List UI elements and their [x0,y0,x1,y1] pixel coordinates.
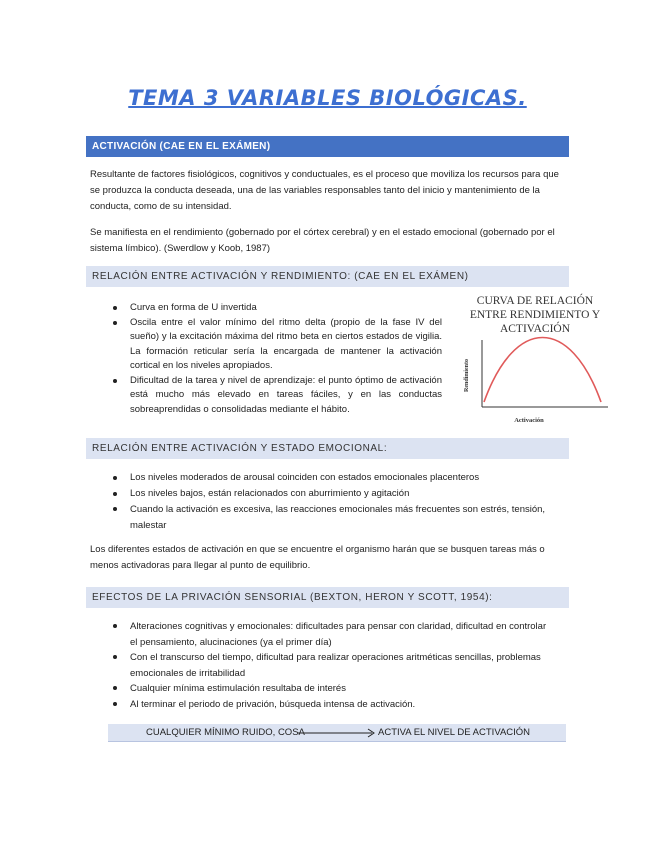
list-item: Oscila entre el valor mínimo del ritmo delta (propio de la fase IV del sueño) y la excitación máxima del ritmo beta en ciertos estados de vigilia. La formación reticular sería la encargada de mantener la activación cortical en los niveles apropiados. [111,316,442,374]
list-item: Con el transcurso del tiempo, dificultad para realizar operaciones aritméticas sencillas, problemas emocionales de irritabilidad [111,650,551,681]
emocional-list [111,471,551,534]
conclusion-right-text: ACTIVA EL NIVEL DE ACTIVACIÓN [378,727,531,738]
rendimiento-list [111,301,442,417]
chart-title-line-3: ACTIVACIÓN [499,323,571,335]
conclusion-banner [108,724,566,742]
section-header-activacion: ACTIVACIÓN (CAE EN EL EXÁMEN) [86,136,569,157]
chart-title-line-2: ENTRE RENDIMIENTO Y [469,309,601,321]
chart-y-label: Rendimiento [464,359,470,392]
privacion-list [111,619,551,712]
paragraph-emocional: Los diferentes estados de activación en que se encuentre el organismo harán que se busquen tareas más o menos activadoras para llegar al punto de equilibrio. [90,544,545,571]
chart-title-line-1: CURVA DE RELACIÓN [476,295,594,307]
list-item: Los niveles moderados de arousal coinciden con estados emocionales placenteros [111,471,551,486]
paragraph-activacion-definition: Resultante de factores fisiológicos, cognitivos y conductuales, es el proceso que moviliza los recursos para que se produzca la conducta deseada, una de las variables responsables tanto del inicio y mantenimiento de la conducta, como de su intensidad. [90,169,559,212]
section-header-privacion: EFECTOS DE LA PRIVACIÓN SENSORIAL (BEXTON, HERON Y SCOTT, 1954): [86,587,569,608]
list-item: Alteraciones cognitivas y emocionales: dificultades para pensar con claridad, dificultad en controlar el pensamiento, alucinaciones (ya el primer día) [111,619,551,650]
chart-curve [484,338,601,403]
activation-performance-chart [455,290,615,430]
list-item: Los niveles bajos, están relacionados con aburrimiento y agitación [111,487,551,502]
section-header-emocional: RELACIÓN ENTRE ACTIVACIÓN Y ESTADO EMOCIONAL: [86,438,569,459]
list-item: Dificultad de la tarea y nivel de aprendizaje: el punto óptimo de activación está mucho más elevado en tareas fáciles, y en las conductas sobreaprendidas o consolidadas mediante el hábito. [111,374,442,418]
right-arrow-icon [298,727,378,739]
paragraph-activacion-manifestation: Se manifiesta en el rendimiento (gobernado por el córtex cerebral) y en el estado emocional (gobernado por el sistema límbico). (Swerdlow y Koob, 1987) [90,227,555,254]
list-item: Al terminar el periodo de privación, búsqueda intensa de activación. [111,697,551,713]
list-item: Cualquier mínima estimulación resultaba de interés [111,681,551,697]
list-item: Curva en forma de U invertida [111,301,442,316]
list-item: Cuando la activación es excesiva, las reacciones emocionales más frecuentes son estrés, tensión, malestar [111,502,551,534]
page-title: TEMA 3 VARIABLES BIOLÓGICAS. [128,86,527,110]
conclusion-left-text: CUALQUIER MÍNIMO RUIDO, COSA [146,727,305,738]
chart-x-label: Activación [514,417,544,424]
section-header-rendimiento: RELACIÓN ENTRE ACTIVACIÓN Y RENDIMIENTO: (CAE EN EL EXÁMEN) [86,266,569,287]
